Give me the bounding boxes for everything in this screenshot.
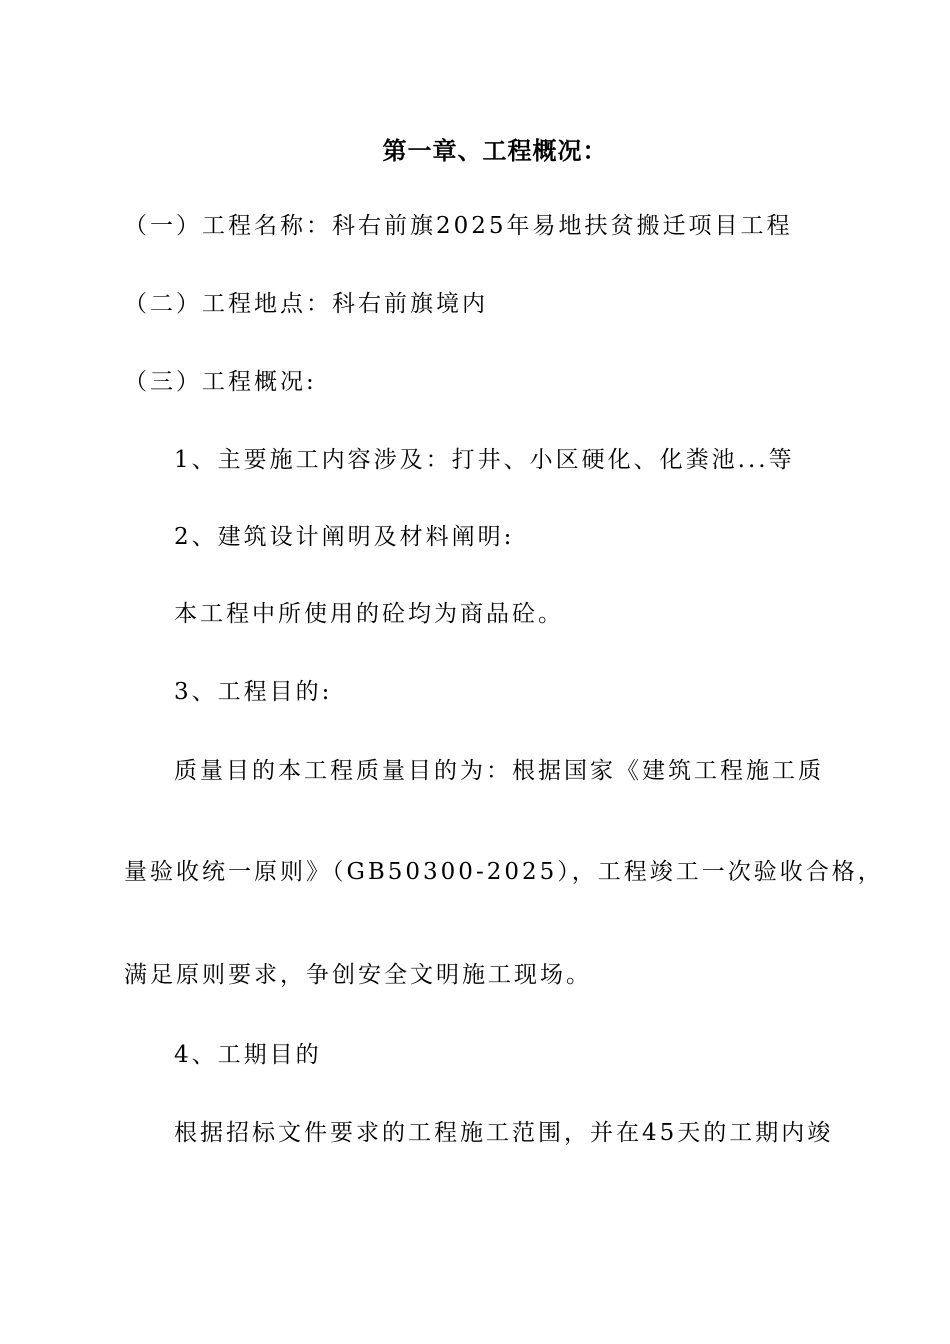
schedule-goal-heading: 4、工期目的: [174, 1042, 322, 1068]
project-overview-heading: （三）工程概况:: [124, 369, 317, 395]
quality-goal-line-2: 量验收统一原则》（GB50300-2025），工程竣工一次验收合格，: [124, 859, 884, 885]
project-location-line: （二）工程地点：科右前旗境内: [124, 291, 488, 317]
schedule-goal-line: 根据招标文件要求的工程施工范围，并在45天的工期内竣: [174, 1120, 834, 1146]
design-material-heading: 2、建筑设计阐明及材料阐明:: [174, 524, 515, 550]
quality-goal-line-1: 质量目的本工程质量目的为：根据国家《建筑工程施工质: [174, 758, 824, 784]
project-goal-heading: 3、工程目的:: [174, 679, 333, 705]
project-name-line: （一）工程名称：科右前旗2025年易地扶贫搬迁项目工程: [124, 213, 793, 239]
main-construction-content-line: 1、主要施工内容涉及：打井、小区硬化、化粪池...等: [174, 447, 795, 473]
concrete-note-line: 本工程中所使用的砼均为商品砼。: [174, 601, 564, 627]
quality-goal-line-3: 满足原则要求，争创安全文明施工现场。: [124, 962, 592, 988]
chapter-title: 第一章、工程概况：: [382, 137, 608, 165]
